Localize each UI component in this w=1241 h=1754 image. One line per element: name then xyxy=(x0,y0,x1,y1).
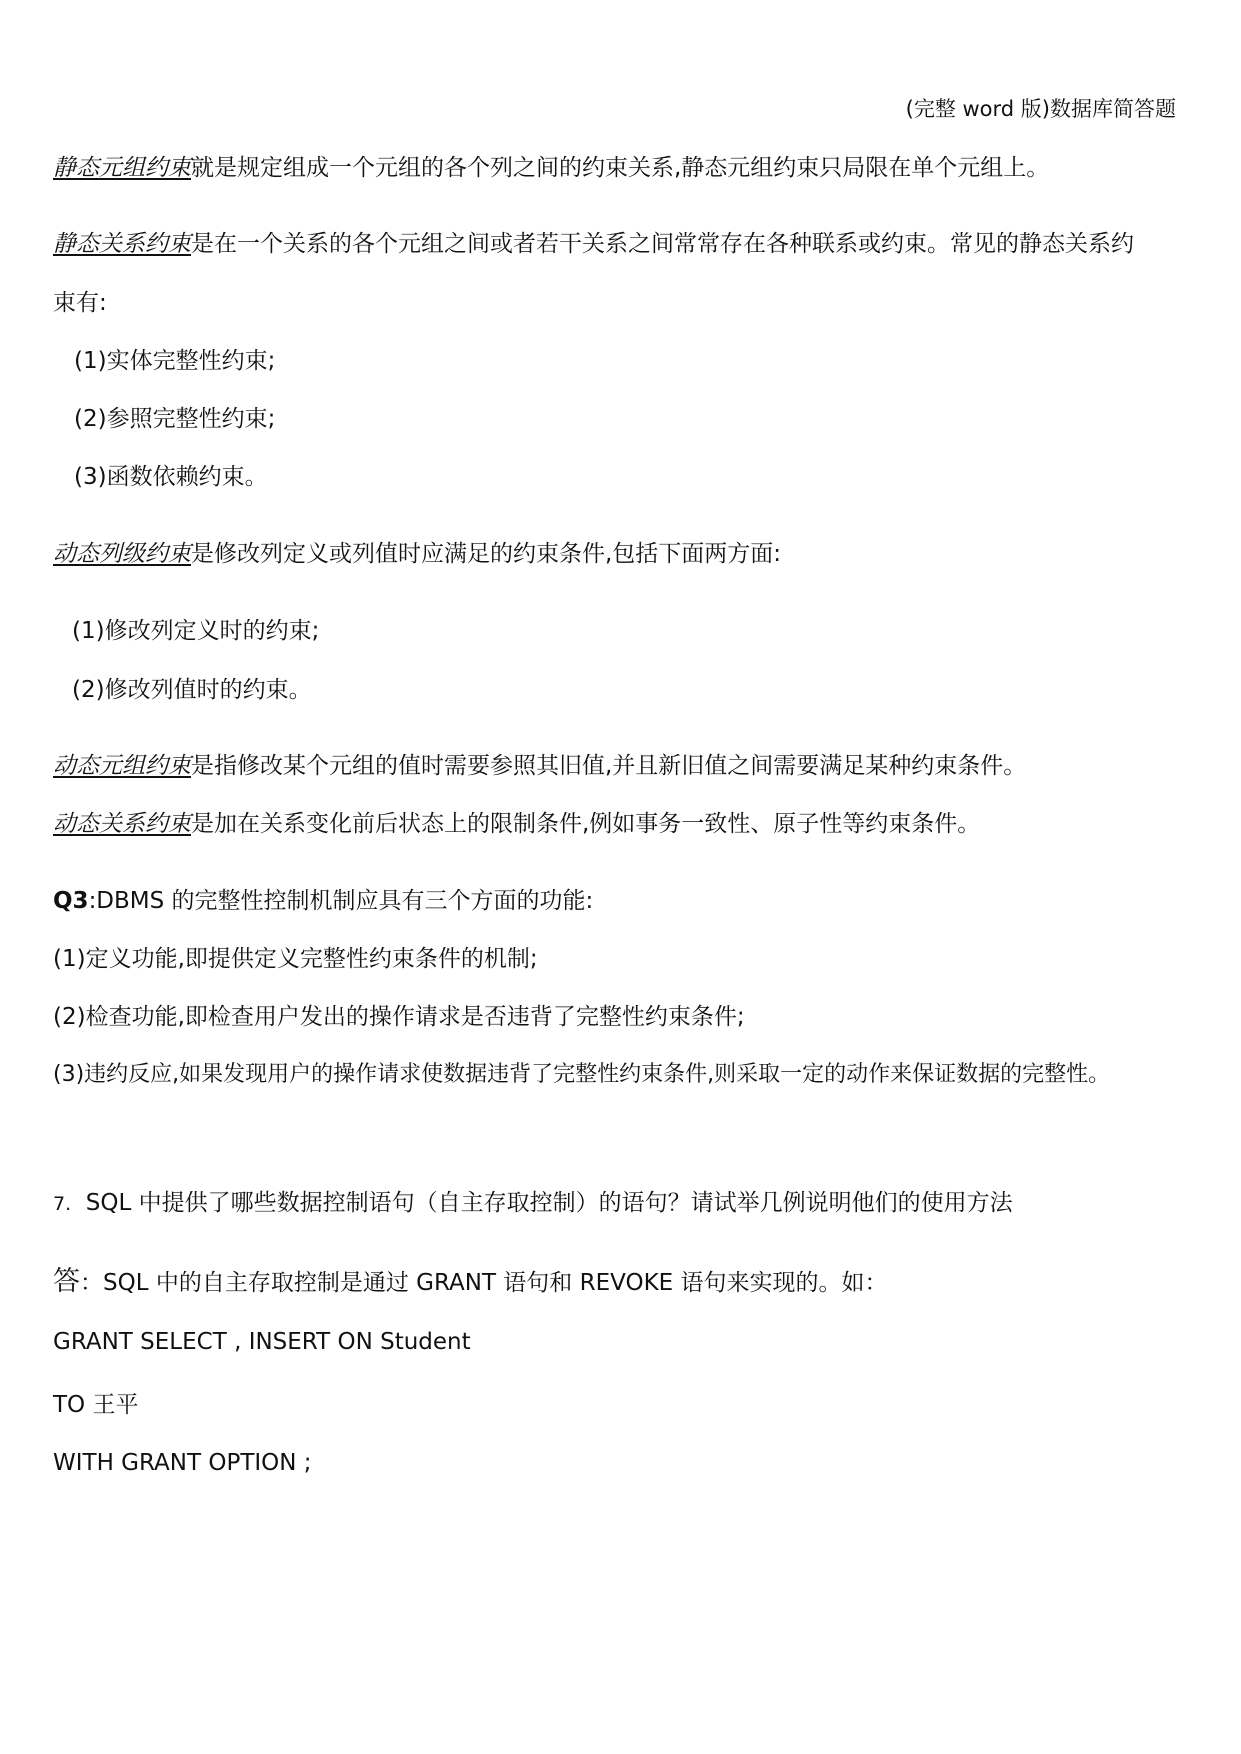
dynamic-column-paragraph xyxy=(53,541,781,569)
q7-answer xyxy=(53,1266,888,1298)
dynamic-column-term: 动态列级约束 xyxy=(53,541,191,567)
list-item: (3)违约反应,如果发现用户的操作请求使数据违背了完整性约束条件,则采取一定的动作来保证数据的完整性。 xyxy=(53,1062,1111,1087)
dynamic-relation-text: 是加在关系变化前后状态上的限制条件,例如事务一致性、原子性等约束条件。 xyxy=(191,811,981,837)
static-relation-continuation: 束有: xyxy=(53,290,107,316)
static-relation-term: 静态关系约束 xyxy=(53,231,191,257)
q3-heading xyxy=(53,888,593,916)
dynamic-tuple-text: 是指修改某个元组的值时需要参照其旧值,并且新旧值之间需要满足某种约束条件。 xyxy=(191,753,1027,779)
code-line: GRANT SELECT , INSERT ON Student xyxy=(53,1329,471,1355)
static-tuple-term: 静态元组约束 xyxy=(53,155,191,181)
answer-text: ：SQL 中的自主存取控制是通过 GRANT 语句和 REVOKE 语句来实现的。如： xyxy=(80,1270,888,1296)
static-relation-text: 是在一个关系的各个元组之间或者若干关系之间常常存在各种联系或约束。常见的静态关系约 xyxy=(191,231,1134,257)
list-item: (1)实体完整性约束; xyxy=(74,348,276,374)
q7-number: 7. xyxy=(53,1193,72,1215)
q3-label: Q3 xyxy=(53,888,89,914)
dynamic-tuple-paragraph xyxy=(53,753,1026,781)
list-item: (1)修改列定义时的约束; xyxy=(72,618,320,644)
dynamic-relation-paragraph xyxy=(53,811,980,839)
dynamic-column-text: 是修改列定义或列值时应满足的约束条件,包括下面两方面: xyxy=(191,541,782,567)
page-header: (完整 word 版)数据库简答题 xyxy=(905,97,1176,121)
answer-prefix: 答 xyxy=(53,1266,80,1297)
dynamic-tuple-term: 动态元组约束 xyxy=(53,753,191,779)
q7-question-text: SQL 中提供了哪些数据控制语句（自主存取控制）的语句？请试举几例说明他们的使用方法 xyxy=(85,1190,1013,1216)
static-relation-paragraph xyxy=(53,231,1134,259)
q3-text: :DBMS 的完整性控制机制应具有三个方面的功能: xyxy=(88,888,594,914)
list-item: (1)定义功能,即提供定义完整性约束条件的机制; xyxy=(53,946,538,972)
list-item: (2)参照完整性约束; xyxy=(74,406,276,432)
list-item: (2)修改列值时的约束。 xyxy=(72,677,312,703)
list-item: (2)检查功能,即检查用户发出的操作请求是否违背了完整性约束条件; xyxy=(53,1004,745,1030)
static-tuple-text: 就是规定组成一个元组的各个列之间的约束关系,静态元组约束只局限在单个元组上。 xyxy=(191,155,1050,181)
code-line: TO 王平 xyxy=(53,1392,139,1418)
dynamic-relation-term: 动态关系约束 xyxy=(53,811,191,837)
list-item: (3)函数依赖约束。 xyxy=(74,464,268,490)
code-line: WITH GRANT OPTION ; xyxy=(53,1450,312,1476)
q7-question xyxy=(53,1190,1013,1218)
static-tuple-paragraph xyxy=(53,155,1049,183)
